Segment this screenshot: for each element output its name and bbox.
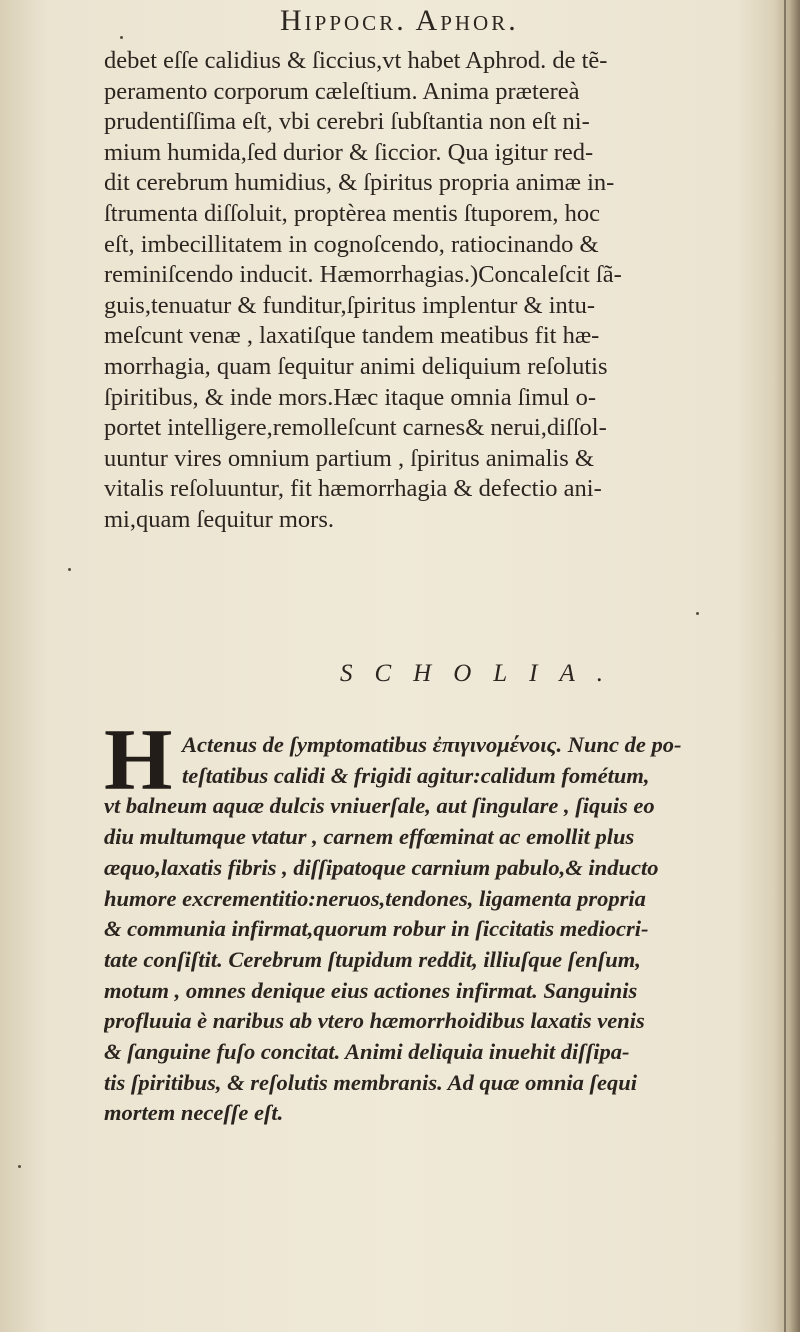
ink-speck — [696, 612, 699, 615]
text-line: prudentiſſima eſt, vbi cerebri ſubſtantia non eſt ni- — [104, 108, 590, 136]
scholia-line: vt balneum aquæ dulcis vniuerſale, aut ſingulare , ſiquis eo — [104, 793, 655, 819]
main-text-block — [104, 46, 794, 536]
scholia-line: tate conſiſtit. Cerebrum ſtupidum reddit, illiuſque ſenſum, — [104, 946, 641, 972]
running-head: Hippocr. Aphor. — [280, 4, 519, 37]
scholia-line: teſtatibus calidi & frigidi agitur:calidum fométum, — [182, 762, 650, 788]
text-line: peramento corporum cæleſtium. Anima prætereà — [104, 77, 580, 105]
scholia-line: & ſanguine fuſo concitat. Animi deliquia inuehit diſſipa- — [104, 1039, 630, 1065]
ink-speck — [18, 1165, 21, 1168]
scholia-text-block — [104, 712, 794, 1129]
text-line: guis,tenuatur & funditur,ſpiritus implentur & intu- — [104, 291, 596, 319]
scholia-line: humore excrementitio:neruos,tendones, ligamenta propria — [104, 885, 646, 911]
text-line: vitalis reſoluuntur, fit hæmorrhagia & defectio ani- — [104, 475, 602, 503]
text-line: meſcunt venæ , laxatiſque tandem meatibus fit hæ- — [104, 322, 600, 350]
text-line: eſt, imbecillitatem in cognoſcendo, ratiocinando & — [104, 230, 599, 258]
text-line: ſpiritibus, & inde mors.Hæc itaque omnia ſimul o- — [104, 383, 596, 411]
text-line: portet intelligere,remolleſcunt carnes& nerui,diſſol- — [104, 414, 607, 442]
scholia-line: tis ſpiritibus, & reſolutis membranis. Ad quæ omnia ſequi — [104, 1069, 638, 1095]
drop-capital: H — [104, 712, 173, 809]
text-line: mi,quam ſequitur mors. — [104, 505, 334, 533]
scholia-line: motum , omnes denique eius actiones infirmat. Sanguinis — [104, 977, 638, 1003]
scholia-line: diu multumque vtatur , carnem effœminat ac emollit plus — [104, 824, 635, 850]
text-line: morrhagia, quam ſequitur animi deliquium reſolutis — [104, 352, 608, 380]
scholia-line: æquo,laxatis fibris , diſſipatoque carnium pabulo,& inducto — [104, 854, 659, 880]
text-line: ſtrumenta diſſoluit, proptèrea mentis ſtuporem, hoc — [104, 199, 601, 227]
scholia-heading: SCHOLIA. — [340, 660, 626, 687]
ink-speck — [68, 568, 71, 571]
scholia-line: Actenus de ſymptomatibus ἐπιγινομένοις. Nunc de po- — [182, 732, 682, 757]
text-line: debet eſſe calidius & ſiccius,vt habet Aphrod. de tẽ- — [104, 47, 608, 74]
scholia-line: mortem neceſſe eſt. — [104, 1100, 284, 1126]
ink-speck — [120, 36, 123, 39]
scholia-line: & communia infirmat,quorum robur in ſiccitatis mediocri- — [104, 916, 649, 942]
text-line: dit cerebrum humidius, & ſpiritus propria animæ in- — [104, 169, 615, 197]
text-line: uuntur vires omnium partium , ſpiritus animalis & — [104, 444, 594, 472]
scholia-line: profluuia è naribus ab vtero hæmorrhoidibus laxatis venis — [104, 1008, 645, 1034]
text-line: mium humida,ſed durior & ſiccior. Qua igitur red- — [104, 138, 594, 166]
text-line: reminiſcendo inducit. Hæmorrhagias.)Concaleſcit ſã- — [104, 261, 622, 289]
